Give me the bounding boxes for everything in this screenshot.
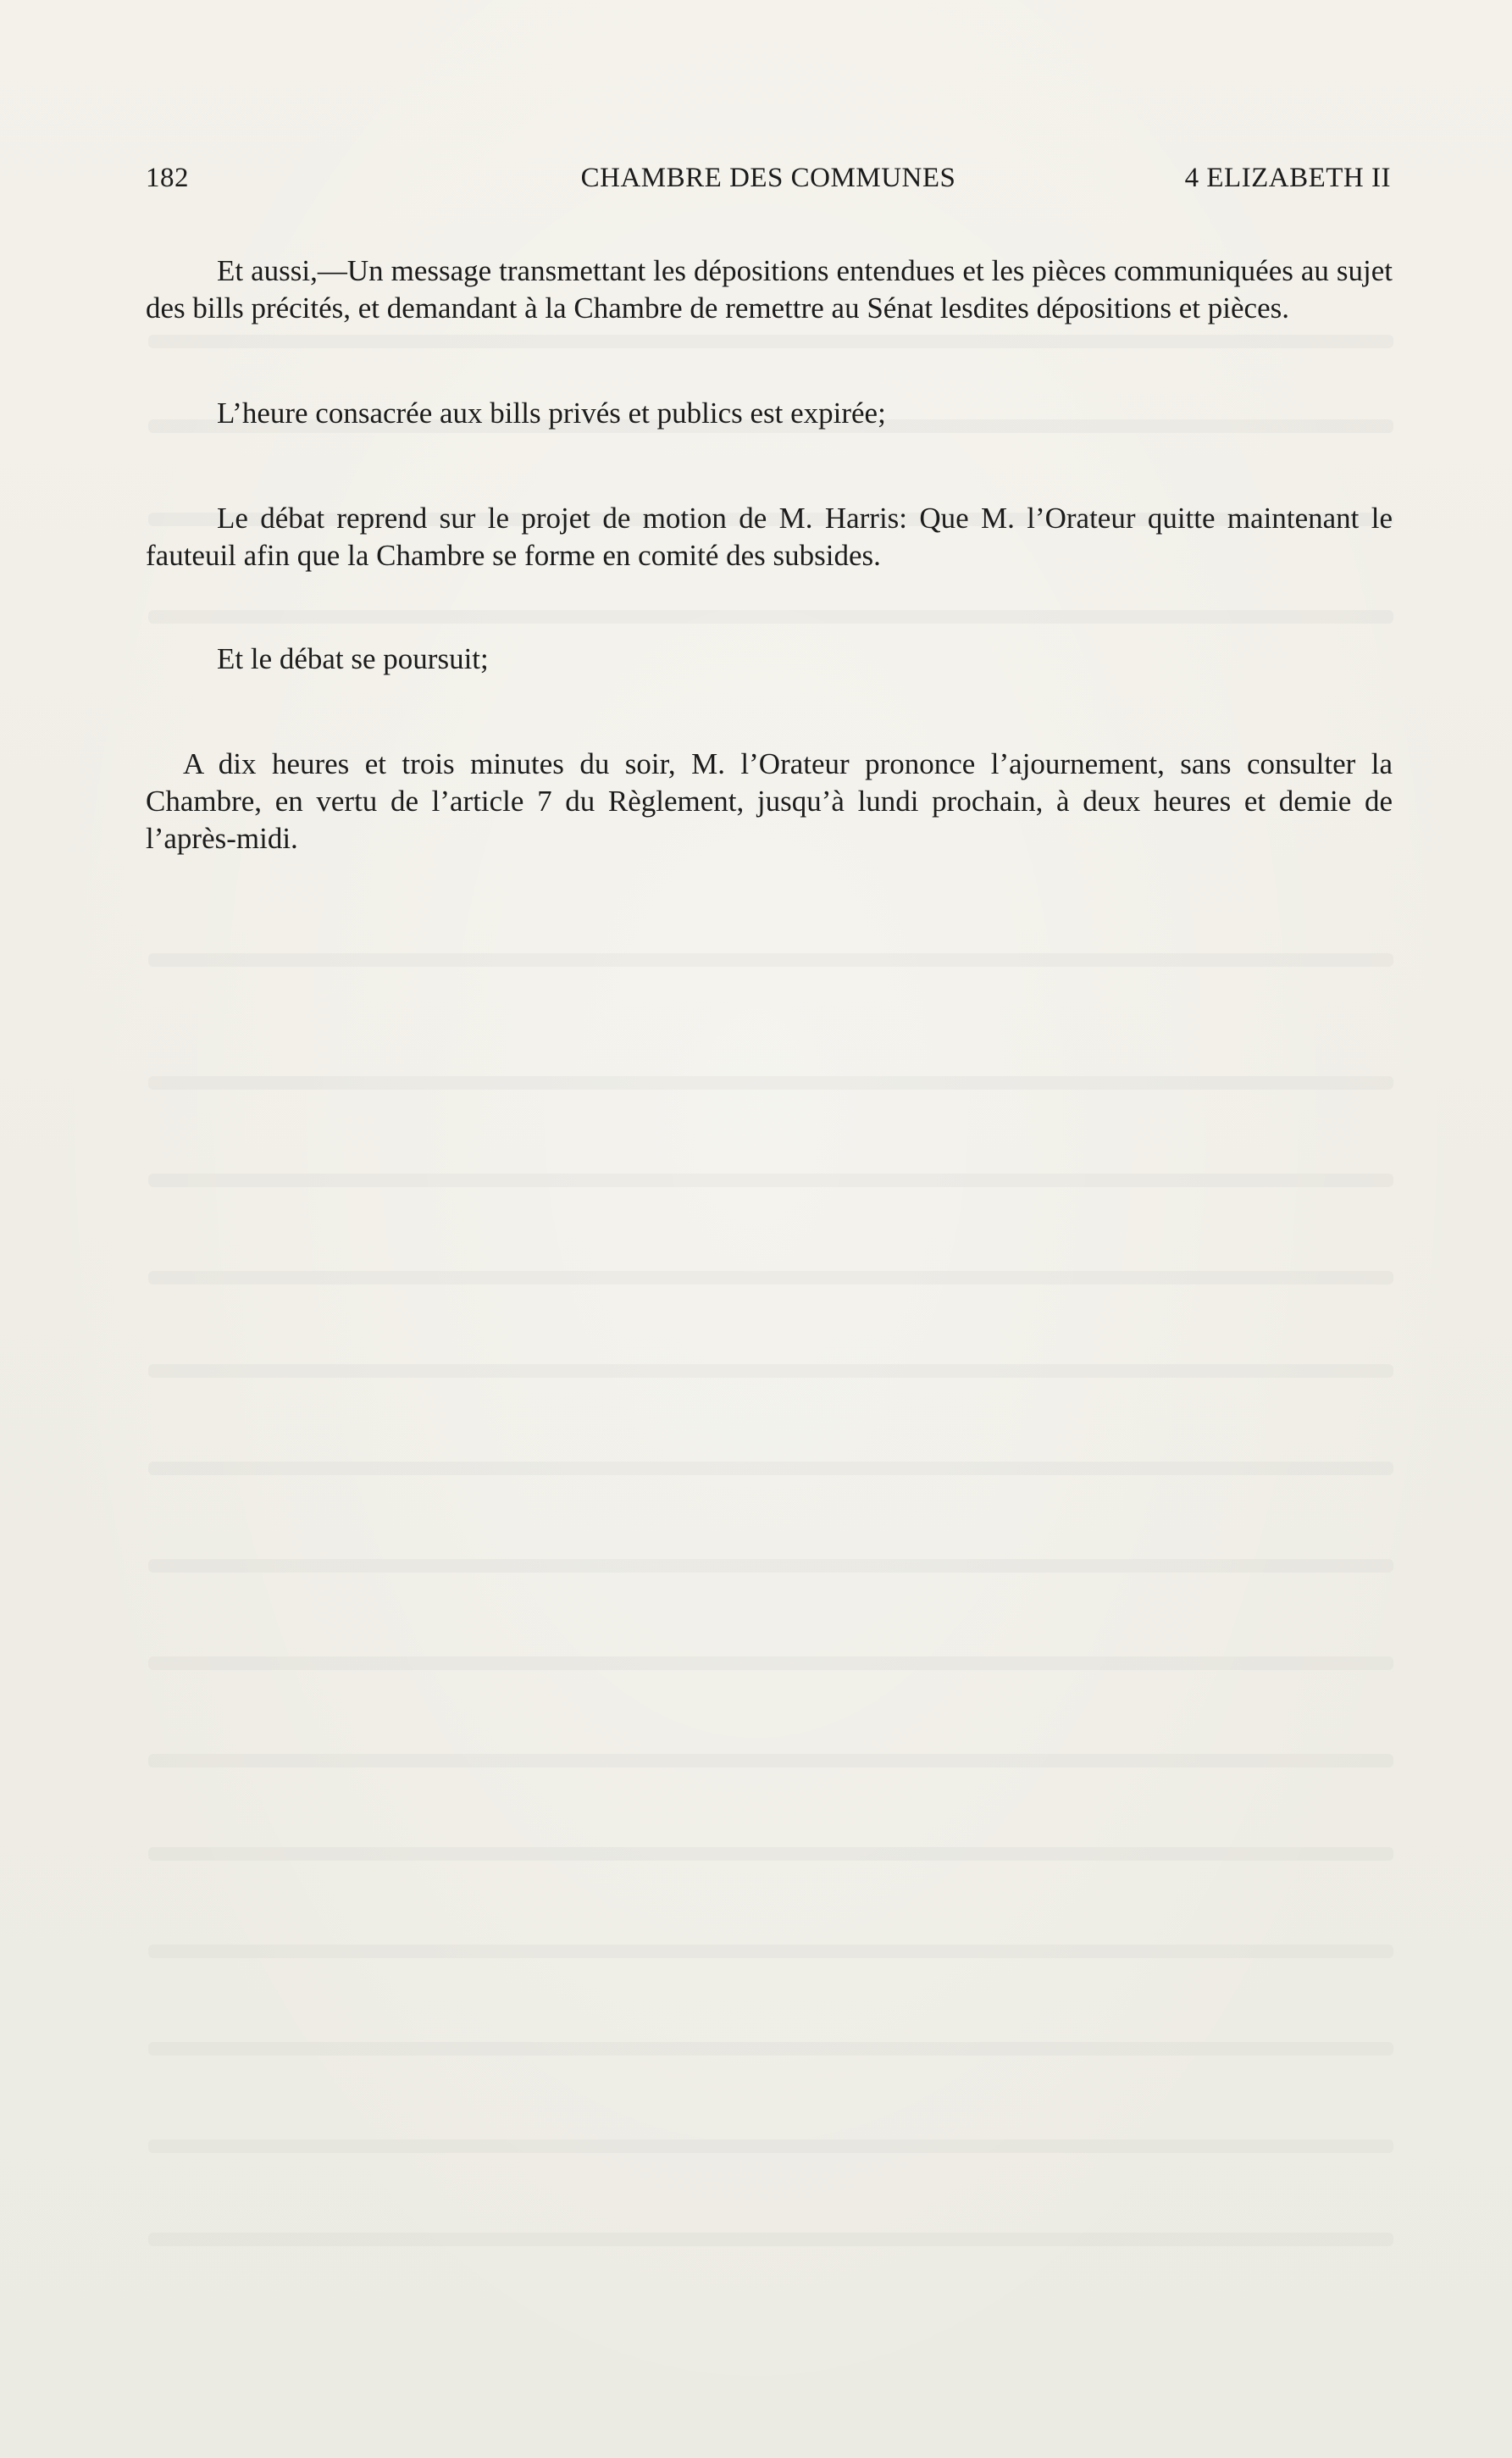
paragraph-hour-expired: L’heure consacrée aux bills privés et publics est expirée; [217,397,886,430]
show-through-mark [148,2042,1393,2056]
show-through-mark [148,1656,1393,1670]
page-number: 182 [146,163,189,193]
paragraph-adjournment: A dix heures et trois minutes du soir, M. l’Orateur prononce l’ajournement, sans consulter la Chambre, en vertu de l’article 7 du Règlement, jusqu’à lundi prochain, à deux heures et demie de l’après-midi. [146,747,1393,855]
paragraph-message: Et aussi,—Un message transmettant les dépositions entendues et les pièces communiquées au sujet des bills précités, et demandant à la Chambre de remettre au Sénat lesdites dépositions et pièces. [146,254,1393,325]
show-through-mark [148,1174,1393,1187]
regnal-year: 4 ELIZABETH II [1184,163,1391,193]
show-through-mark [148,2139,1393,2153]
running-title: CHAMBRE DES COMMUNES [580,163,956,193]
paragraph-debate-resumes: Le débat reprend sur le projet de motion de M. Harris: Que M. l’Orateur quitte maintenant le fauteuil afin que la Chambre se forme en comité des subsides. [146,502,1393,572]
show-through-mark [148,1847,1393,1861]
show-through-mark [148,1271,1393,1284]
show-through-mark [148,953,1393,967]
show-through-mark [148,1364,1393,1378]
show-through-mark [148,1559,1393,1573]
show-through-mark [148,1462,1393,1475]
show-through-mark [148,1754,1393,1767]
paragraph-debate-continues: Et le débat se poursuit; [217,642,489,675]
running-header [146,161,1391,195]
show-through-mark [148,2233,1393,2246]
show-through-mark [148,1076,1393,1090]
show-through-mark [148,1945,1393,1958]
body-text [146,252,1393,857]
